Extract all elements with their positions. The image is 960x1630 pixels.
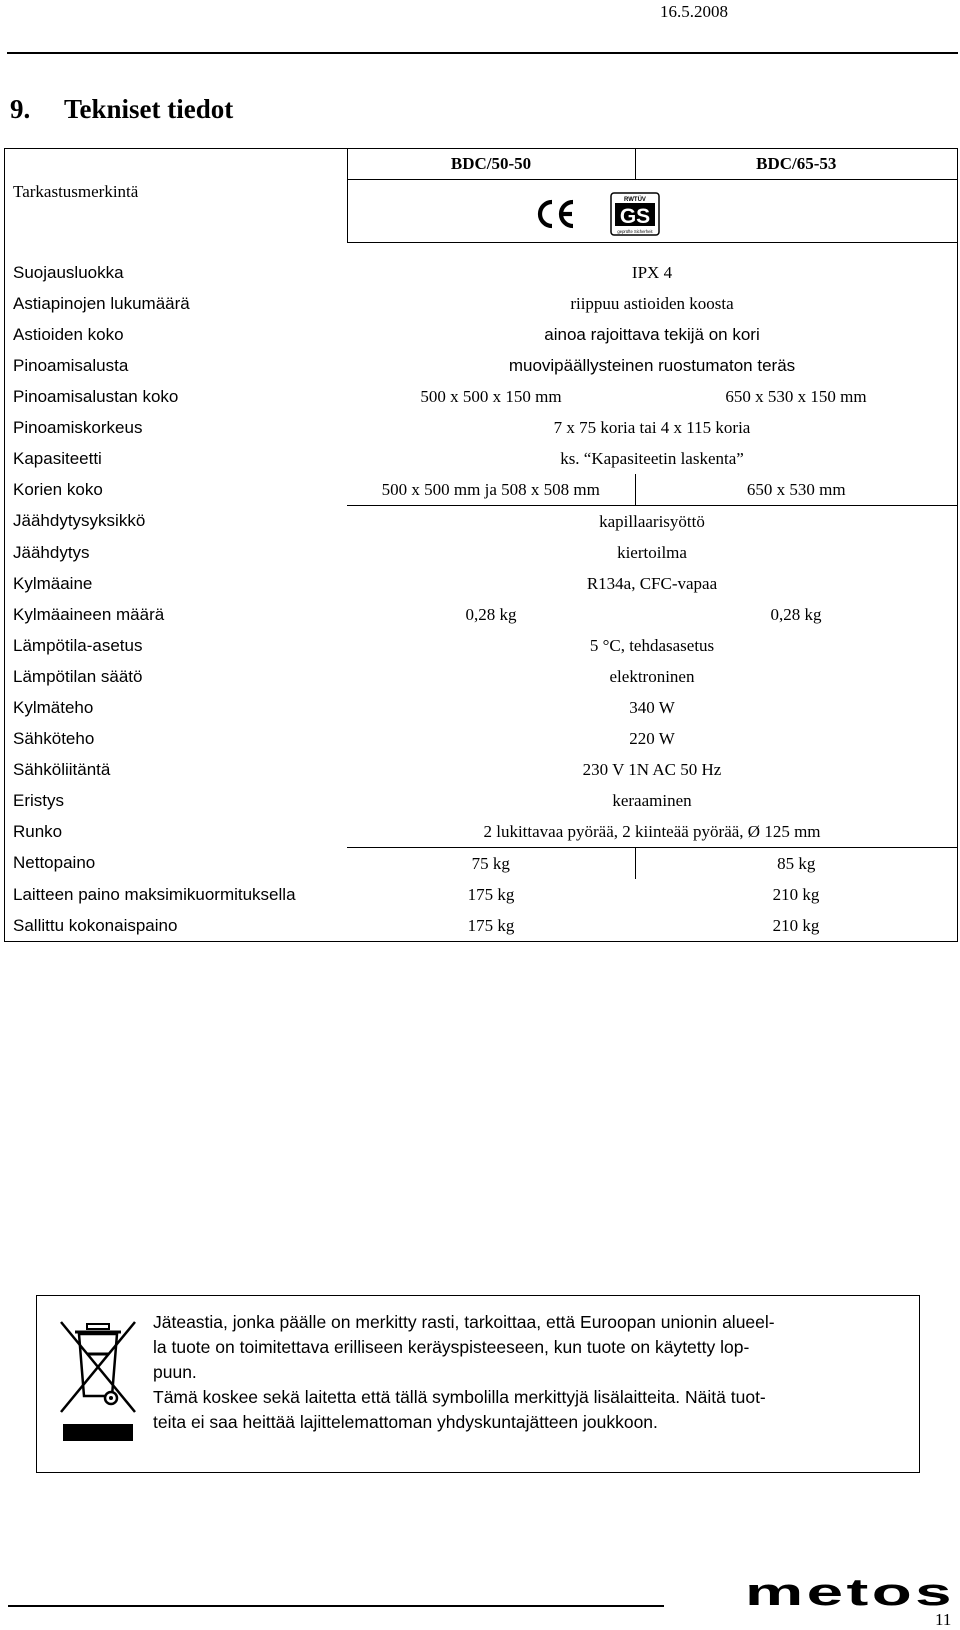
row-value-b: 210 kg [772,884,820,904]
row-value-b: 650 x 530 mm [635,474,957,506]
row-value: 5 °C, tehdasasetus [589,635,715,655]
document-date: 16.5.2008 [660,2,728,21]
row-label: Astiapinojen lukumäärä [13,293,190,313]
row-label: Kylmäteho [13,697,94,717]
notice-line: teita ei saa heittää lajittelemattoman yhdyskuntajätteen joukkoon. [153,1412,658,1432]
header-rule [7,52,958,54]
gs-mark-top-text: RWTÜV [623,197,646,203]
notice-line: Tämä koskee sekä laitetta että tällä symbolilla merkittyjä lisälaitteita. Näitä tuot- [153,1387,766,1407]
row-label: Tarkastusmerkintä [13,181,139,201]
row-label: Sallittu kokonaispaino [13,915,178,935]
gs-mark-bottom-text: geprüfte Sicherheit [616,229,653,234]
gs-mark-icon [610,192,660,236]
section-number: 9. [10,94,31,124]
row-value: keraaminen [612,790,692,810]
row-value: 220 W [629,728,675,748]
row-value: riippuu astioiden koosta [570,293,734,313]
gs-mark-text: GS [619,205,650,228]
model-bdc-50-50: BDC/50-50 [347,149,635,180]
table-row [5,661,957,692]
row-label: Pinoamisalusta [13,355,129,375]
row-value: 7 x 75 koria tai 4 x 115 koria [553,417,751,437]
table-row [5,630,957,661]
table-row [5,599,957,630]
row-value-b: 210 kg [772,915,820,935]
row-label: Suojausluokka [13,262,124,282]
table-row [5,506,957,538]
row-label: Jäähdytys [13,542,90,562]
notice-line: Jäteastia, jonka päälle on merkitty rasti, tarkoittaa, että Euroopan unionin alueel- [153,1312,775,1332]
table-row [5,443,957,474]
row-label: Korien koko [13,479,103,499]
table-row [5,257,957,288]
row-value: 230 V 1N AC 50 Hz [582,759,722,779]
table-row [5,785,957,816]
row-value: IPX 4 [631,262,673,282]
section-title: Tekniset tiedot [64,94,234,124]
table-row [5,537,957,568]
row-value-b: 0,28 kg [770,604,822,624]
row-value: R134a, CFC-vapaa [586,573,718,593]
row-value-a: 175 kg [467,915,515,935]
row-value-a: 175 kg [467,884,515,904]
row-label: Sähköteho [13,728,95,748]
table-row [5,723,957,754]
row-value: ks. “Kapasiteetin laskenta” [560,448,744,468]
table-row [5,180,957,243]
spec-table [4,148,958,942]
weee-notice [36,1295,920,1473]
row-value: elektroninen [609,666,695,686]
table-row [5,474,957,506]
crossed-bin-icon [57,1316,139,1456]
row-label: Kylmäaine [13,573,93,593]
model-header-row [5,149,957,180]
row-label: Jäähdytysyksikkö [13,511,146,531]
row-value-b: 85 kg [635,848,957,880]
row-value: kapillaarisyöttö [599,511,705,531]
page-number: 11 [935,1610,952,1629]
table-row [5,412,957,443]
row-label: Lämpötilan säätö [13,666,143,686]
row-value-a: 500 x 500 x 150 mm [420,386,562,406]
table-row [5,568,957,599]
row-label: Eristys [13,790,64,810]
row-label: Pinoamiskorkeus [13,417,143,437]
notice-line: puun. [153,1362,197,1382]
metos-logo [745,1578,957,1608]
row-value-a: 500 x 500 mm ja 508 x 508 mm [347,474,635,506]
table-row [5,879,957,910]
row-value: muovipäällysteinen ruostumaton teräs [508,355,796,375]
table-row [5,848,957,880]
notice-text [153,1310,893,1435]
row-label: Astioiden koko [13,324,124,344]
ce-mark-icon [533,198,577,230]
row-label: Lämpötila-asetus [13,635,143,655]
row-value: kiertoilma [617,542,687,562]
row-value-b: 650 x 530 x 150 mm [725,386,867,406]
table-row [5,910,957,941]
row-label: Sähköliitäntä [13,759,111,779]
footer-rule [8,1605,664,1607]
row-value: 2 lukittavaa pyörää, 2 kiinteää pyörää, Ø 125 mm [347,816,957,848]
table-row [5,381,957,412]
table-row [5,754,957,785]
approval-marks [347,180,957,243]
row-label: Pinoamisalustan koko [13,386,179,406]
row-value: 340 W [629,697,675,717]
table-row [5,816,957,848]
row-label: Kylmäaineen määrä [13,604,165,624]
row-label: Kapasiteetti [13,448,102,468]
row-label: Laitteen paino maksimikuormituksella [13,884,296,904]
row-value-a: 0,28 kg [465,604,517,624]
model-bdc-65-53: BDC/65-53 [635,149,957,180]
row-label: Nettopaino [13,853,96,873]
table-row [5,288,957,319]
section-heading [10,94,233,125]
table-row [5,692,957,723]
row-value: ainoa rajoittava tekijä on kori [544,324,760,344]
row-label: Runko [13,821,63,841]
table-row [5,350,957,381]
metos-logo-text: metos [745,1578,955,1608]
row-value-a: 75 kg [471,853,510,873]
notice-line: la tuote on toimitettava erilliseen keräyspisteeseen, kun tuote on käytetty lop- [153,1337,750,1357]
table-row [5,319,957,350]
